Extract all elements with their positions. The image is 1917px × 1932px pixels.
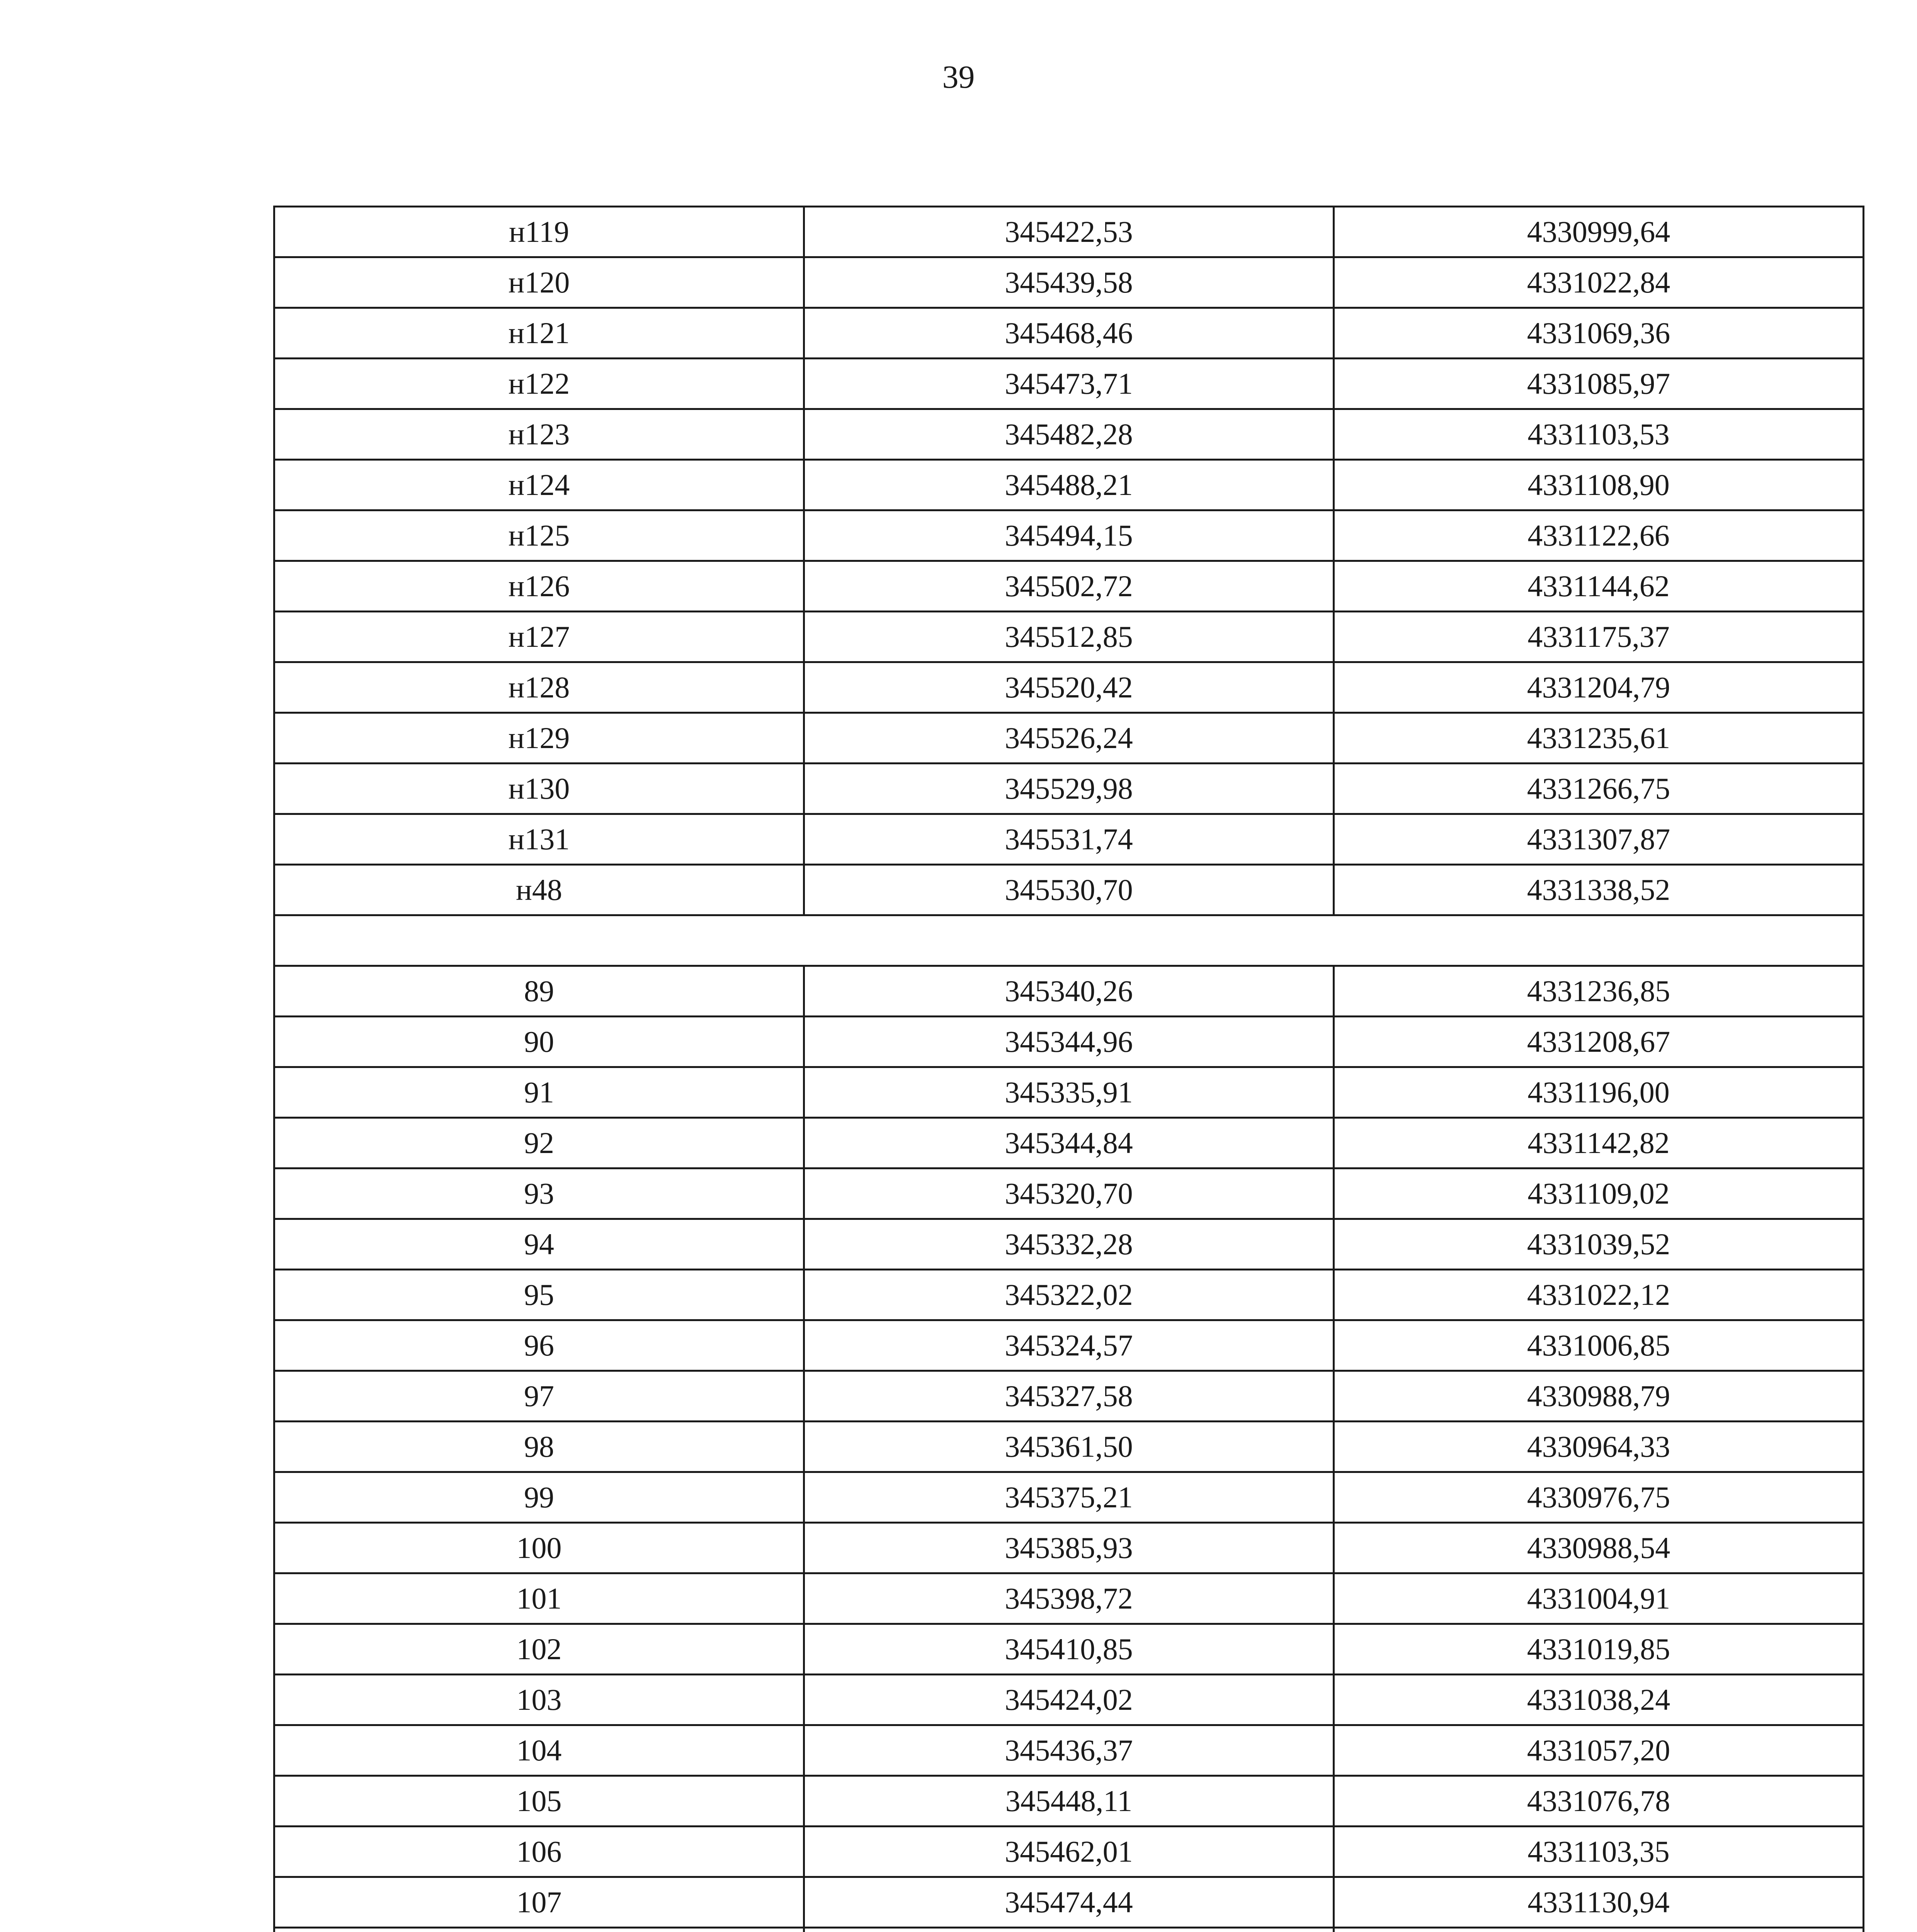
x-coordinate-cell: 345422,53 [804,207,1334,257]
x-coordinate-cell: 345494,15 [804,510,1334,561]
x-coordinate-cell: 345439,58 [804,257,1334,308]
x-coordinate-cell: 345520,42 [804,662,1334,713]
point-name-cell: 99 [274,1472,804,1523]
point-name-cell: 107 [274,1877,804,1928]
y-coordinate-cell: 4331109,02 [1334,1168,1864,1219]
table-row [274,612,1864,662]
table-row [274,1472,1864,1523]
point-name-cell: н120 [274,257,804,308]
table-row [274,1320,1864,1371]
x-coordinate-cell: 345482,28 [804,409,1334,460]
point-name-cell: 102 [274,1624,804,1675]
point-name-cell: 94 [274,1219,804,1270]
point-name-cell: н124 [274,460,804,510]
table-row [274,1523,1864,1573]
x-coordinate-cell: 345344,84 [804,1118,1334,1168]
y-coordinate-cell: 4331236,85 [1334,966,1864,1017]
point-name-cell: н125 [274,510,804,561]
y-coordinate-cell: 4331038,24 [1334,1675,1864,1725]
x-coordinate-cell: 345322,02 [804,1270,1334,1320]
y-coordinate-cell: 4331057,20 [1334,1725,1864,1776]
x-coordinate-cell: 345488,21 [804,460,1334,510]
y-coordinate-cell [1334,1928,1864,1932]
table-row [274,1827,1864,1877]
point-name-cell: 100 [274,1523,804,1573]
y-coordinate-cell: 4331235,61 [1334,713,1864,764]
table-row [274,460,1864,510]
table-row [274,1118,1864,1168]
x-coordinate-cell: 345385,93 [804,1523,1334,1573]
x-coordinate-cell: 345324,57 [804,1320,1334,1371]
table-row [274,1624,1864,1675]
point-name-cell: 96 [274,1320,804,1371]
point-name-cell: н123 [274,409,804,460]
x-coordinate-cell: 345332,28 [804,1219,1334,1270]
x-coordinate-cell [804,1928,1334,1932]
y-coordinate-cell: 4331006,85 [1334,1320,1864,1371]
section-header-row [274,915,1864,966]
point-name-cell: н119 [274,207,804,257]
table-row [274,561,1864,612]
x-coordinate-cell: 345320,70 [804,1168,1334,1219]
point-name-cell: 106 [274,1827,804,1877]
x-coordinate-cell: 345344,96 [804,1017,1334,1067]
table-row [274,1675,1864,1725]
point-name-cell: н128 [274,662,804,713]
y-coordinate-cell: 4331103,53 [1334,409,1864,460]
point-name-cell: н121 [274,308,804,359]
coordinates-table [273,206,1864,1932]
x-coordinate-cell: 345502,72 [804,561,1334,612]
table-row [274,1219,1864,1270]
point-name-cell: н48 [274,865,804,915]
table-row [274,1067,1864,1118]
x-coordinate-cell: 345529,98 [804,764,1334,814]
y-coordinate-cell: 4331069,36 [1334,308,1864,359]
y-coordinate-cell: 4331142,82 [1334,1118,1864,1168]
y-coordinate-cell: 4331039,52 [1334,1219,1864,1270]
x-coordinate-cell: 345474,44 [804,1877,1334,1928]
x-coordinate-cell: 345398,72 [804,1573,1334,1624]
point-name-cell: 103 [274,1675,804,1725]
x-coordinate-cell: 345436,37 [804,1725,1334,1776]
point-name-cell: 95 [274,1270,804,1320]
x-coordinate-cell: 345335,91 [804,1067,1334,1118]
y-coordinate-cell: 4331004,91 [1334,1573,1864,1624]
y-coordinate-cell: 4331130,94 [1334,1877,1864,1928]
table-row [274,713,1864,764]
table-row [274,966,1864,1017]
x-coordinate-cell: 345424,02 [804,1675,1334,1725]
y-coordinate-cell: 4331208,67 [1334,1017,1864,1067]
y-coordinate-cell: 4330976,75 [1334,1472,1864,1523]
x-coordinate-cell: 345512,85 [804,612,1334,662]
table-row [274,1270,1864,1320]
y-coordinate-cell: 4331266,75 [1334,764,1864,814]
point-name-cell: 101 [274,1573,804,1624]
y-coordinate-cell: 4331338,52 [1334,865,1864,915]
y-coordinate-cell: 4331175,37 [1334,612,1864,662]
table-row [274,257,1864,308]
x-coordinate-cell: 345375,21 [804,1472,1334,1523]
y-coordinate-cell: 4331108,90 [1334,460,1864,510]
point-name-cell: 89 [274,966,804,1017]
y-coordinate-cell: 4330988,54 [1334,1523,1864,1573]
table-row [274,1573,1864,1624]
table-row [274,1928,1864,1932]
y-coordinate-cell: 4330999,64 [1334,207,1864,257]
point-name-cell: 91 [274,1067,804,1118]
y-coordinate-cell: 4331022,12 [1334,1270,1864,1320]
table-row [274,662,1864,713]
x-coordinate-cell: 345340,26 [804,966,1334,1017]
point-name-cell: 105 [274,1776,804,1827]
point-name-cell [274,1928,804,1932]
x-coordinate-cell: 345448,11 [804,1776,1334,1827]
y-coordinate-cell: 4331196,00 [1334,1067,1864,1118]
y-coordinate-cell: 4330964,33 [1334,1422,1864,1472]
point-name-cell: 92 [274,1118,804,1168]
x-coordinate-cell: 345468,46 [804,308,1334,359]
table-row [274,1168,1864,1219]
x-coordinate-cell: 345530,70 [804,865,1334,915]
section-label [274,915,1864,966]
point-name-cell: 104 [274,1725,804,1776]
y-coordinate-cell: 4330988,79 [1334,1371,1864,1422]
point-name-cell: н127 [274,612,804,662]
table-row [274,308,1864,359]
point-name-cell: 98 [274,1422,804,1472]
table-row [274,1725,1864,1776]
point-name-cell: 97 [274,1371,804,1422]
y-coordinate-cell: 4331144,62 [1334,561,1864,612]
table-row [274,1422,1864,1472]
point-name-cell: н130 [274,764,804,814]
x-coordinate-cell: 345361,50 [804,1422,1334,1472]
table-row [274,1371,1864,1422]
x-coordinate-cell: 345526,24 [804,713,1334,764]
page-number: 39 [942,59,975,95]
point-name-cell: 93 [274,1168,804,1219]
point-name-cell: н122 [274,359,804,409]
table-row [274,764,1864,814]
table-row [274,1017,1864,1067]
coordinates-table-body [274,207,1864,1932]
x-coordinate-cell: 345473,71 [804,359,1334,409]
y-coordinate-cell: 4331204,79 [1334,662,1864,713]
x-coordinate-cell: 345462,01 [804,1827,1334,1877]
table-row [274,865,1864,915]
point-name-cell: н126 [274,561,804,612]
point-name-cell: н129 [274,713,804,764]
y-coordinate-cell: 4331019,85 [1334,1624,1864,1675]
y-coordinate-cell: 4331022,84 [1334,257,1864,308]
x-coordinate-cell: 345531,74 [804,814,1334,865]
point-name-cell: 90 [274,1017,804,1067]
y-coordinate-cell: 4331076,78 [1334,1776,1864,1827]
x-coordinate-cell: 345410,85 [804,1624,1334,1675]
y-coordinate-cell: 4331103,35 [1334,1827,1864,1877]
x-coordinate-cell: 345327,58 [804,1371,1334,1422]
table-row [274,359,1864,409]
table-row [274,207,1864,257]
table-row [274,1877,1864,1928]
table-row [274,409,1864,460]
table-row [274,814,1864,865]
point-name-cell: н131 [274,814,804,865]
y-coordinate-cell: 4331307,87 [1334,814,1864,865]
table-row [274,510,1864,561]
y-coordinate-cell: 4331122,66 [1334,510,1864,561]
y-coordinate-cell: 4331085,97 [1334,359,1864,409]
table-row [274,1776,1864,1827]
